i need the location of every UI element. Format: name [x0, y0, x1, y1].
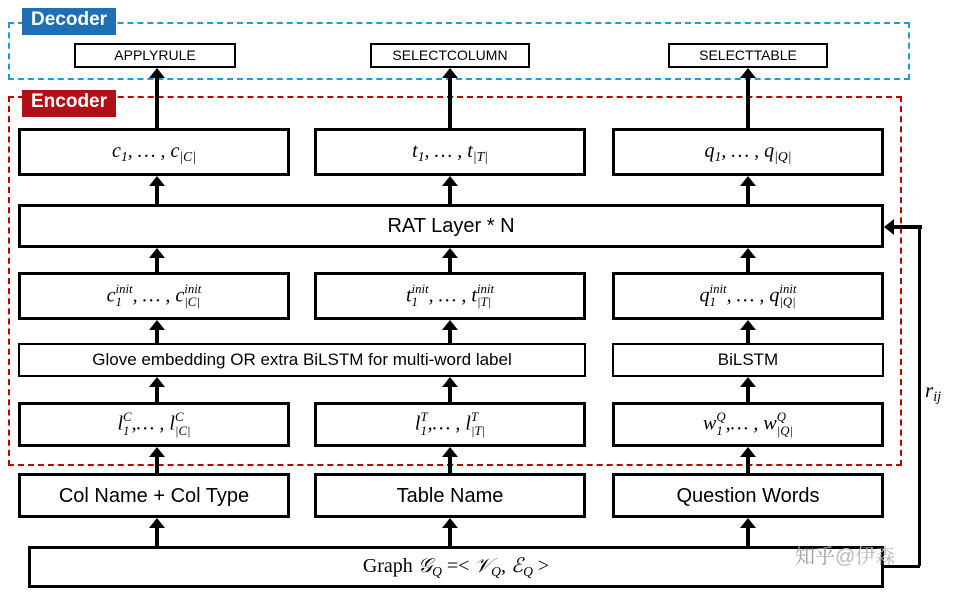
node-question-init[interactable] — [612, 272, 884, 320]
node-question-words-tokens[interactable] — [612, 402, 884, 447]
node-select-column-label: SELECTCOLUMN — [392, 46, 508, 63]
node-question-out[interactable] — [612, 128, 884, 176]
node-col-name-type[interactable] — [18, 473, 290, 518]
relation-label: $r_{ij}$ — [925, 378, 942, 405]
node-column-labels[interactable] — [18, 402, 290, 447]
node-select-table[interactable] — [668, 43, 828, 68]
node-apply-rule[interactable] — [74, 43, 236, 68]
node-question-out-label: $q_1$, … , $q_{|Q|}$ — [704, 139, 792, 164]
node-question-words-input-label: Question Words — [676, 484, 820, 507]
arrow-bilstm-to-question-init — [738, 320, 758, 343]
decoder-section-label: Decoder — [22, 8, 116, 35]
node-question-words-input[interactable] — [612, 473, 884, 518]
arrow-glove-to-tables-init — [440, 320, 460, 343]
node-question-init-label: q init 1 , … , q init |Q| — [699, 281, 797, 309]
arrow-relation-to-rat — [884, 218, 922, 236]
arrow-rat-to-question-out — [738, 176, 758, 204]
arrow-tables-out-to-select-column — [440, 68, 460, 128]
arrow-glove-to-columns-init — [147, 320, 167, 343]
node-columns-init[interactable] — [18, 272, 290, 320]
node-glove-embedding-label: Glove embedding OR extra BiLSTM for multi-word label — [92, 349, 512, 369]
arrow-graph-to-question — [738, 518, 758, 546]
node-bilstm-label: BiLSTM — [717, 349, 779, 369]
node-select-column[interactable] — [370, 43, 530, 68]
node-rat-layer-label: RAT Layer * N — [387, 215, 515, 237]
node-table-labels[interactable] — [314, 402, 586, 447]
node-tables-init[interactable] — [314, 272, 586, 320]
node-select-table-label: SELECTTABLE — [699, 46, 797, 63]
node-columns-out[interactable] — [18, 128, 290, 176]
encoder-section-label: Encoder — [22, 90, 116, 117]
watermark-handle: @伊森 — [835, 546, 896, 568]
node-apply-rule-label: APPLYRULE — [114, 46, 196, 63]
arrow-labels-to-glove — [147, 377, 167, 402]
node-graph-label: Graph 𝒢$_Q$ =< 𝒱$_Q$, ℰ$_Q$ > — [362, 554, 550, 579]
watermark-logo: 知乎 — [795, 546, 835, 568]
node-graph[interactable] — [28, 546, 884, 588]
arrow-columns-init-to-rat — [147, 248, 167, 272]
node-table-name-label: Table Name — [396, 484, 504, 507]
node-bilstm[interactable] — [612, 343, 884, 377]
arrow-graph-to-col — [147, 518, 167, 546]
node-column-labels-label: l C 1 ,… , l C |C| — [117, 410, 191, 438]
node-tables-out[interactable] — [314, 128, 586, 176]
node-glove-embedding[interactable] — [18, 343, 586, 377]
arrow-question-init-to-rat — [738, 248, 758, 272]
arrow-columns-out-to-apply-rule — [147, 68, 167, 128]
arrow-rat-to-columns-out — [147, 176, 167, 204]
node-rat-layer[interactable] — [18, 204, 884, 248]
arrow-rat-to-tables-out — [440, 176, 460, 204]
node-table-labels-label: l T 1 ,… , l T |T| — [414, 410, 486, 438]
arrow-tlabels-to-glove — [440, 377, 460, 402]
node-columns-init-label: c init 1 , … , c init |C| — [106, 281, 202, 309]
node-tables-out-label: $t_1$, … , $t_{|T|}$ — [412, 139, 488, 164]
node-question-words-tokens-label: w Q 1 ,… , w Q |Q| — [703, 410, 793, 438]
arrow-question-to-words — [738, 447, 758, 473]
arrow-words-to-bilstm — [738, 377, 758, 402]
arrow-col-to-labels — [147, 447, 167, 473]
arrow-table-to-labels — [440, 447, 460, 473]
arrow-question-out-to-select-table — [738, 68, 758, 128]
node-columns-out-label: $c_1$, … , $c_{|C|}$ — [112, 139, 196, 164]
relation-edge-vertical — [918, 226, 921, 566]
node-col-name-type-label: Col Name + Col Type — [58, 484, 250, 507]
watermark — [795, 540, 895, 569]
arrow-tables-init-to-rat — [440, 248, 460, 272]
arrow-graph-to-table — [440, 518, 460, 546]
node-tables-init-label: t init 1 , … , t init |T| — [405, 281, 495, 309]
node-table-name[interactable] — [314, 473, 586, 518]
